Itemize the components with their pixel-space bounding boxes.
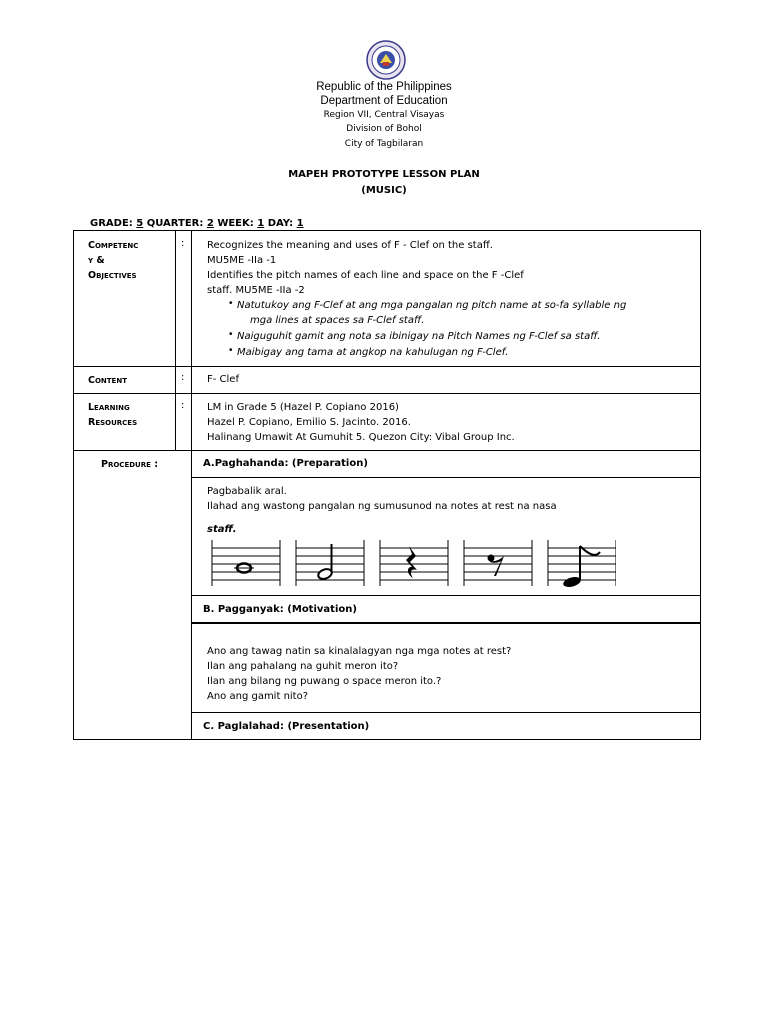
bullet-marker: • [229,298,233,309]
music-staff-figures [208,538,616,588]
competency-line-1: Recognizes the meaning and uses of F - Clef on the staff. [207,240,493,251]
content-colon: : [181,372,185,383]
procedure-label: Procedure : [101,459,158,470]
bullet-marker: • [229,329,233,340]
lesson-plan-subtitle: (MUSIC) [361,185,407,196]
lesson-plan-title: MAPEH PROTOTYPE LESSON PLAN [288,169,480,180]
presentation-title: C. Paglalahad: (Presentation) [203,721,370,732]
grade-quarter-week-day: GRADE: 5 QUARTER: 2 WEEK: 1 DAY: 1 [90,218,304,229]
resource-1: LM in Grade 5 (Hazel P. Copiano 2016) [207,402,399,413]
motivation-question-1: Ano ang tawag natin sa kinalalagyan nga mga notes at rest? [207,646,512,657]
bullet-marker: • [229,345,233,356]
competency-code-2: staff. MU5ME -IIa -2 [207,285,305,296]
week-value: 1 [257,218,265,229]
staff-whole-note [212,540,280,586]
resources-label: Learning Resources [88,402,138,428]
resource-3: Halinang Umawit At Gumuhit 5. Quezon City: Vibal Group Inc. [207,432,515,443]
staff-quarter-rest [380,540,448,586]
competency-colon: : [181,238,185,249]
staff-eighth-note [548,540,616,588]
header-department: Department of Education [320,95,448,107]
header-republic: Republic of the Philippines [316,81,452,93]
competency-code-1: MU5ME -IIa -1 [207,255,277,266]
preparation-line-1: Pagbabalik aral. [207,486,287,497]
header-region: Region VII, Central Visayas [323,110,445,120]
content-label: Content [88,375,127,386]
competency-line-2: Identifies the pitch names of each line and space on the F -Clef [207,270,524,281]
competency-label: Competenc y & Objectives [88,240,139,281]
header-division: Division of Bohol [346,124,422,134]
objective-1-cont: mga lines at spaces sa F-Clef staff. [250,315,425,326]
grade-value: 5 [136,218,144,229]
objective-3: Maibigay ang tama at angkop na kahulugan ng F-Clef. [237,347,509,358]
staff-half-note [296,540,364,586]
quarter-value: 2 [206,218,214,229]
content-value: F- Clef [207,374,239,385]
objective-2: Naiguguhit gamit ang nota sa ibinigay na Pitch Names ng F-Clef sa staff. [237,331,601,342]
motivation-question-3: Ilan ang bilang ng puwang o space meron ito.? [207,676,442,687]
resource-2: Hazel P. Copiano, Emilio S. Jacinto. 2016. [207,417,411,428]
deped-seal-logo [366,40,406,80]
day-value: 1 [296,218,304,229]
preparation-line-3: staff. [207,524,237,535]
header-city: City of Tagbilaran [344,139,424,149]
preparation-title: A.Paghahanda: (Preparation) [203,458,368,469]
preparation-line-2: Ilahad ang wastong pangalan ng sumusunod na notes at rest na nasa [207,501,557,512]
motivation-title: B. Pagganyak: (Motivation) [203,604,357,615]
motivation-question-4: Ano ang gamit nito? [207,691,309,702]
resources-colon: : [181,400,185,411]
motivation-question-2: Ilan ang pahalang na guhit meron ito? [207,661,399,672]
staff-eighth-rest [464,540,532,586]
objective-1: Natutukoy ang F-Clef at ang mga pangalan ng pitch name at so-fa syllable ng [237,300,627,311]
